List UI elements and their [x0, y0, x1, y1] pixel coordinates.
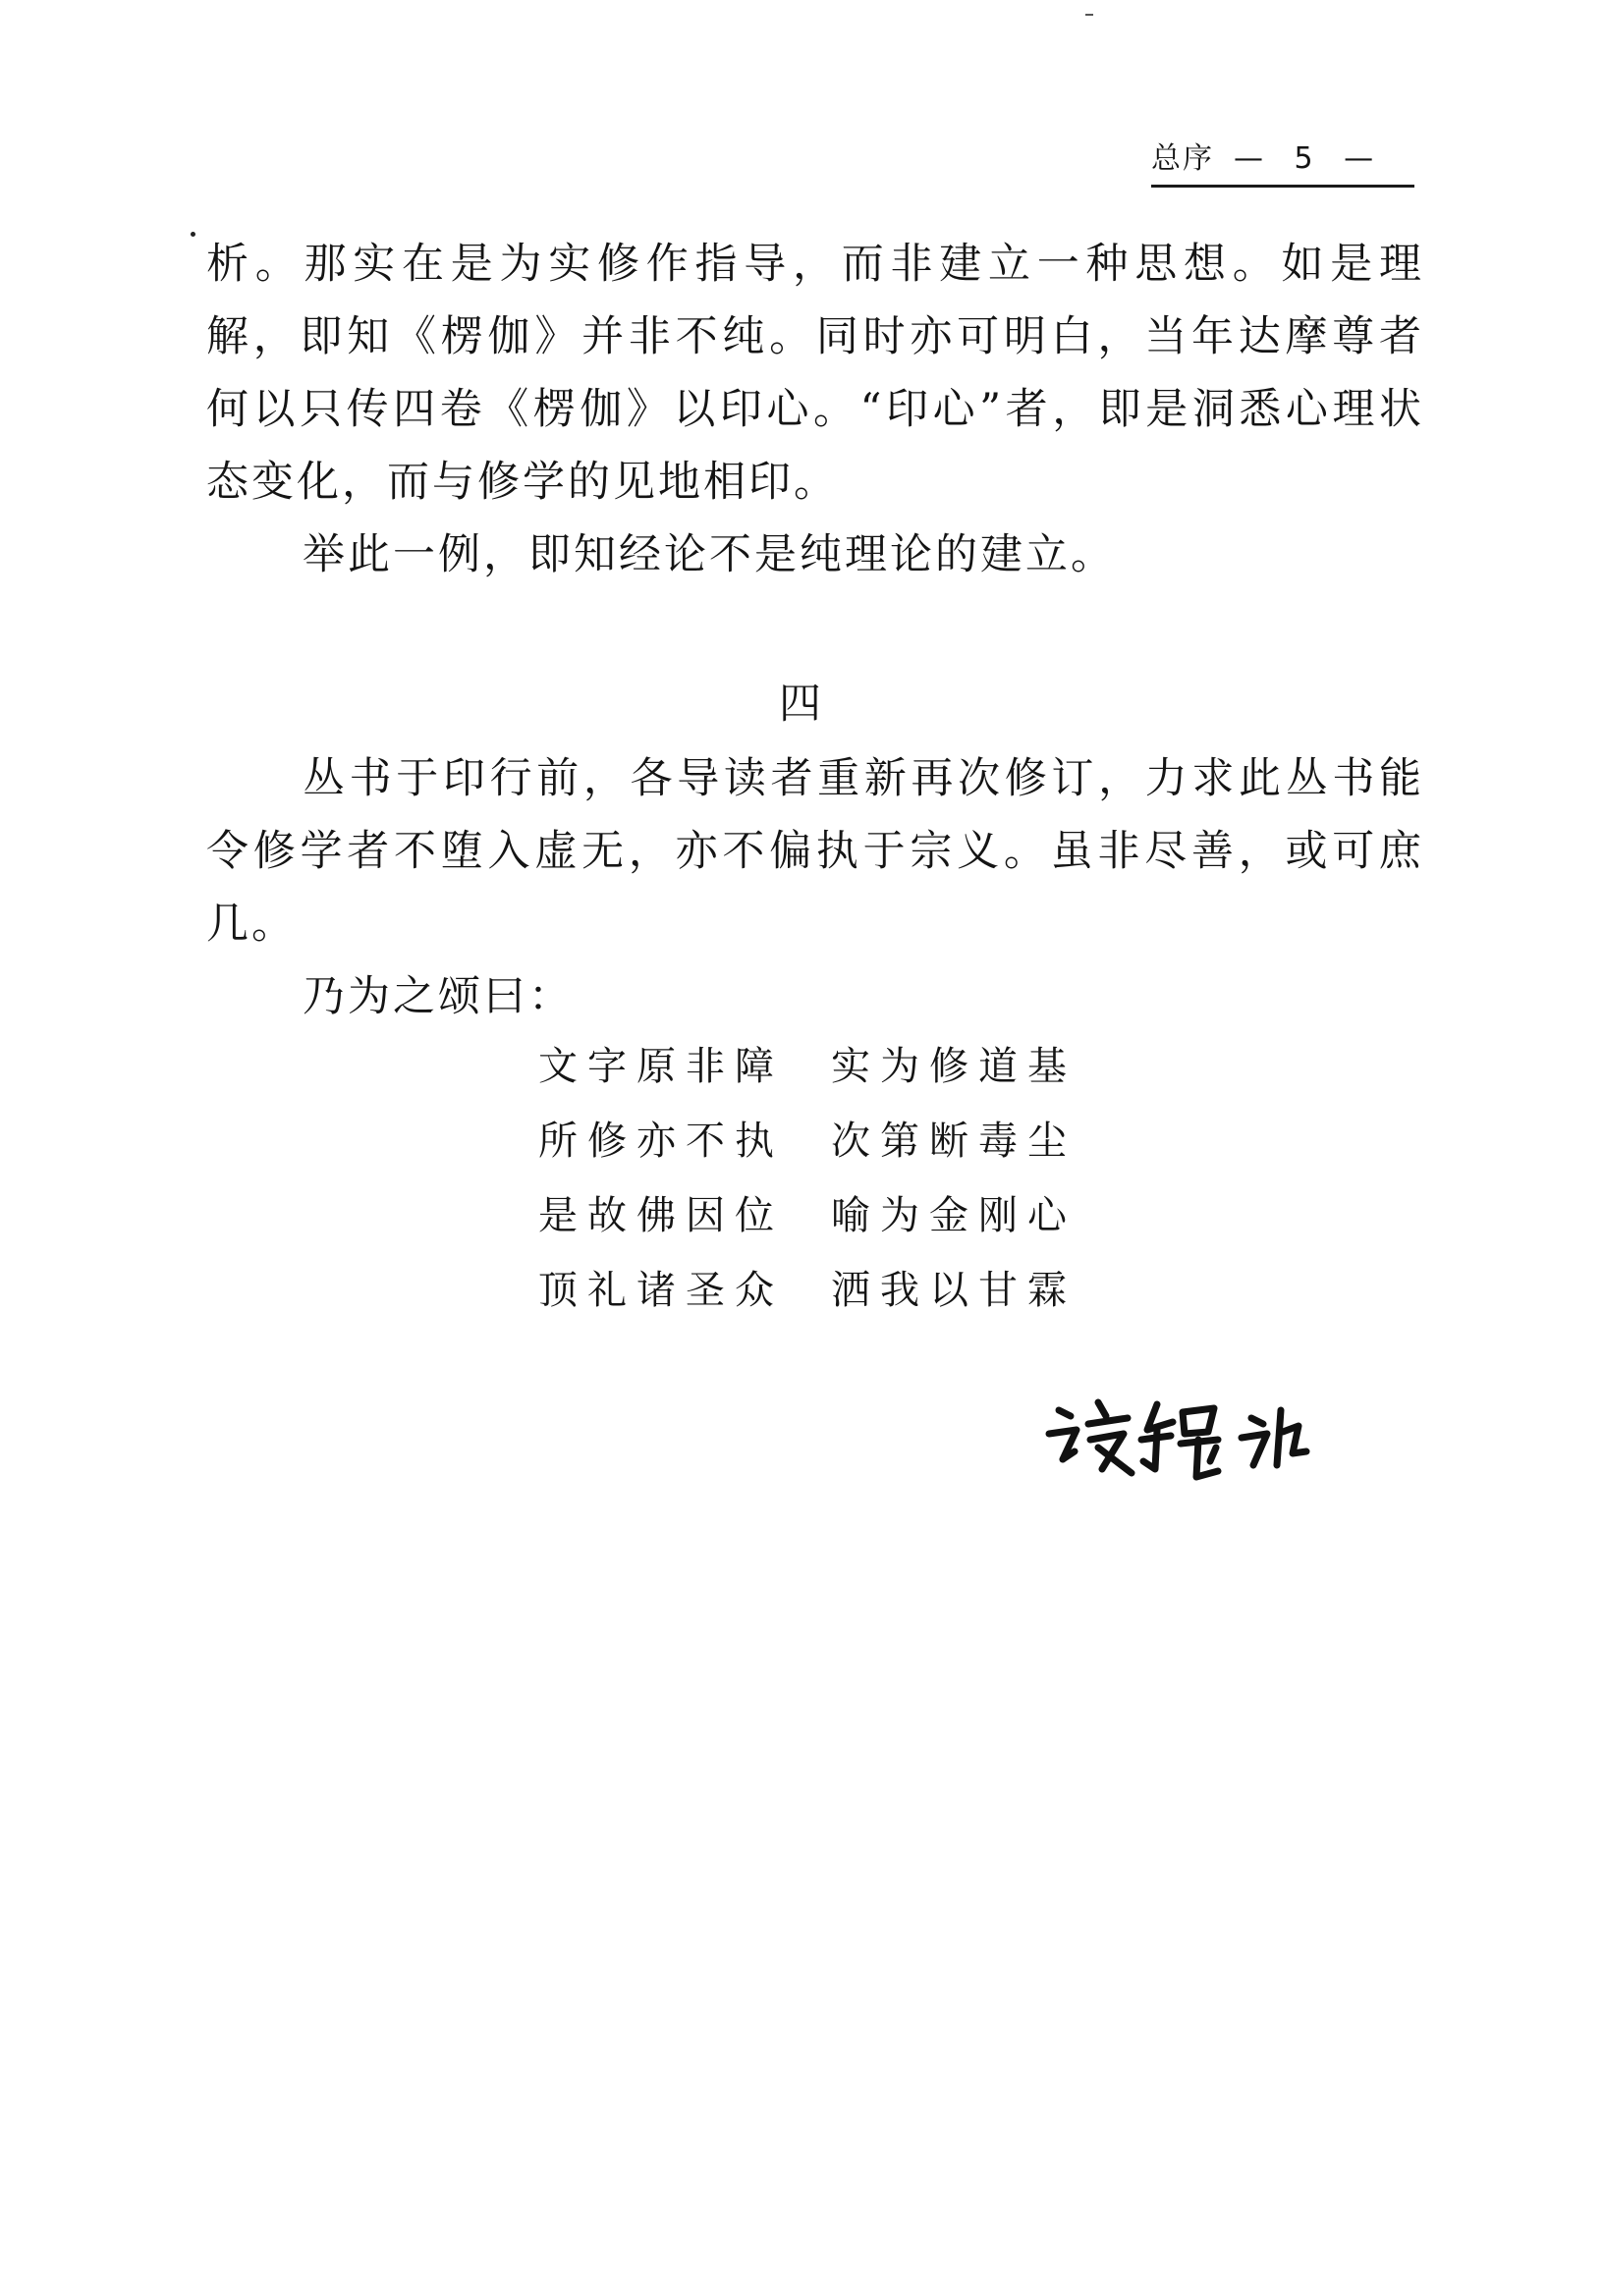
verse-half: 洒我以甘霖 — [831, 1268, 1077, 1313]
paragraph-verse-intro: 乃为之颂曰： — [303, 972, 574, 1021]
section-heading: 四 — [779, 680, 824, 729]
verse-half: 是故佛因位 — [538, 1193, 784, 1238]
scan-mark — [1085, 14, 1093, 16]
scan-dot — [191, 232, 195, 237]
verse-line — [538, 1104, 1124, 1178]
verse-half: 文字原非障 — [538, 1044, 784, 1089]
paragraph-continued: 析。那实在是为实修作指导，而非建立一种思想。如是理解，即知《楞伽》并非不纯。同时亦可明白，当年达摩尊者何以只传四卷《楞伽》以印心。“印心”者，即是洞悉心理状态变化，而与修学的见地相印。 — [206, 240, 1424, 507]
verse-half: 次第断毒尘 — [831, 1119, 1077, 1164]
verse-line — [538, 1253, 1124, 1328]
paragraph: 丛书于印行前，各导读者重新再次修订，力求此丛书能令修学者不堕入虚无，亦不偏执于宗义。虽非尽善，或可庶几。 — [206, 754, 1424, 949]
running-head-section: 总序 — [1151, 141, 1214, 176]
verse — [538, 1029, 1124, 1328]
verse-line — [538, 1178, 1124, 1253]
verse-half: 顶礼诸圣众 — [538, 1268, 784, 1313]
signature-text: 谈锡永 — [1041, 1383, 1044, 1384]
verse-line — [538, 1029, 1124, 1104]
verse-half: 实为修道基 — [831, 1044, 1077, 1089]
section-3-tail — [206, 228, 1424, 591]
paragraph: 举此一例，即知经论不是纯理论的建立。 — [303, 530, 1116, 579]
running-head — [1151, 139, 1414, 188]
handwritten-signature — [1041, 1383, 1316, 1491]
verse-half: 喻为金刚心 — [831, 1193, 1077, 1238]
verse-half: 所修亦不执 — [538, 1119, 784, 1164]
page-number: — 5 — — [1234, 141, 1376, 176]
section-4-body — [206, 742, 1424, 1033]
